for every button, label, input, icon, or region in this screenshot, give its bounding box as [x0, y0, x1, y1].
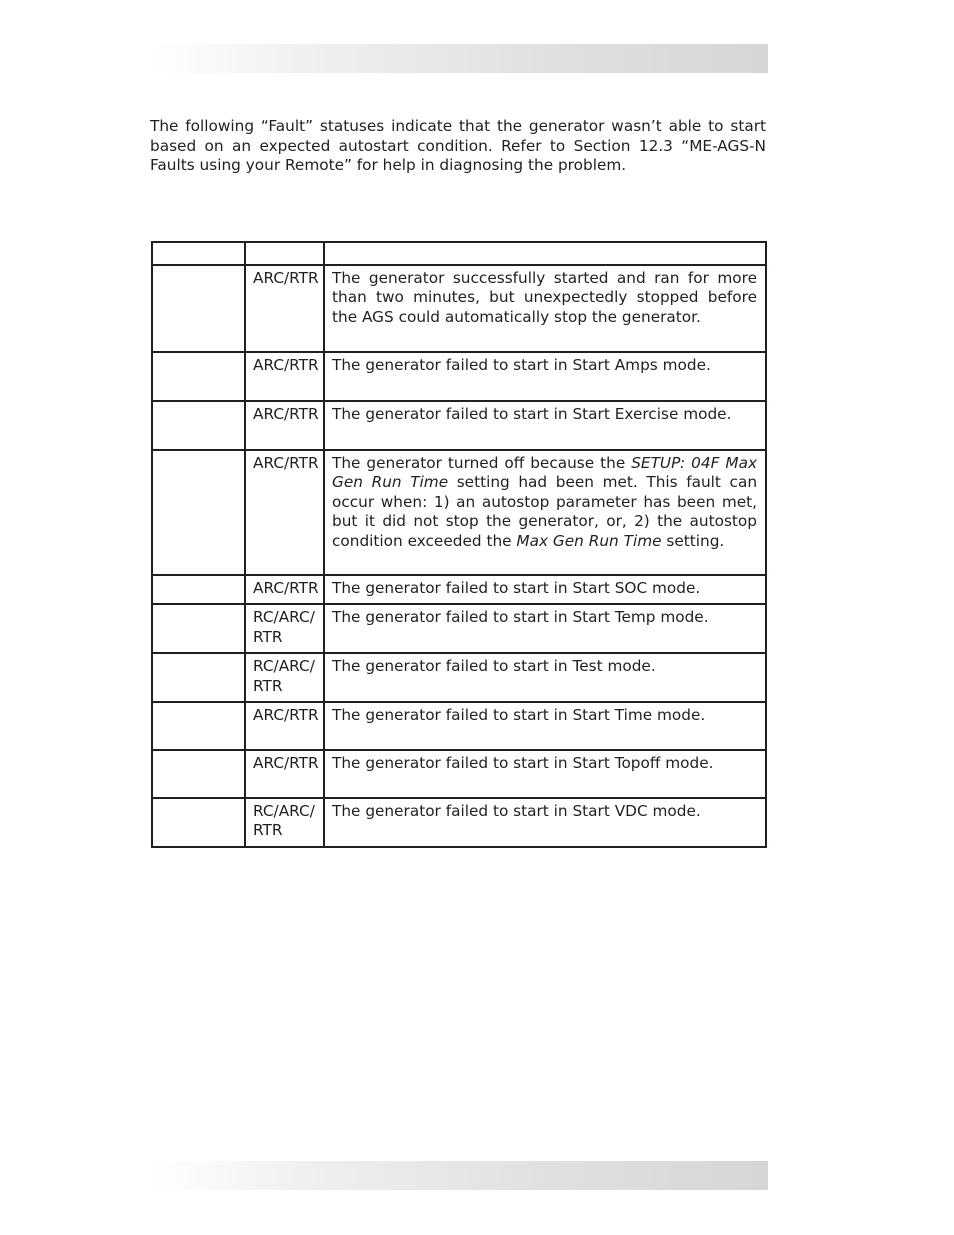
remote-cell: RC/ARC/ RTR [245, 604, 324, 653]
intro-paragraph: The following “Fault” statuses indicate that the generator wasn’t able to start based on an expected autostart condition. Refer to Section 12.3 “ME-AGS-N Faults using your Remote” for help in diagnosing the problem. [150, 117, 766, 175]
fault-name-cell [152, 702, 245, 750]
header-band [150, 44, 768, 73]
table-row [152, 702, 766, 750]
remote-cell: ARC/RTR [245, 450, 324, 575]
table-row [152, 604, 766, 653]
fault-name-cell [152, 575, 245, 604]
description-cell: The generator failed to start in Start Exercise mode. [324, 401, 766, 450]
table-row [152, 798, 766, 847]
setting-name: Max Gen Run Time [516, 531, 662, 550]
footer-band [150, 1161, 768, 1190]
remote-cell: ARC/RTR [245, 265, 324, 352]
fault-name-cell [152, 604, 245, 653]
description-cell: The generator failed to start in Start Topoff mode. [324, 750, 766, 798]
description-cell [324, 450, 766, 575]
table-row [152, 575, 766, 604]
description-cell: The generator failed to start in Start Time mode. [324, 702, 766, 750]
description-text: setting. [661, 531, 725, 550]
table-row [152, 352, 766, 401]
description-text: setting had been met. This fault can occur when: 1) an autostop parameter has been met, but it did not stop the generator, or, 2) the autostop condition exceeded the [332, 473, 758, 550]
table-row [152, 450, 766, 575]
fault-name-cell [152, 450, 245, 575]
fault-name-cell [152, 798, 245, 847]
fault-name-cell [152, 265, 245, 352]
table-row [152, 653, 766, 702]
description-cell: The generator failed to start in Start SOC mode. [324, 575, 766, 604]
table-header-row [152, 242, 766, 265]
fault-name-cell [152, 401, 245, 450]
fault-name-cell [152, 750, 245, 798]
header-cell-remote [245, 242, 324, 265]
remote-cell: RC/ARC/ RTR [245, 798, 324, 847]
table-row [152, 401, 766, 450]
setting-name: SETUP: 04F Max Gen Run Time [332, 454, 757, 492]
remote-cell: ARC/RTR [245, 352, 324, 401]
description-cell: The generator failed to start in Start Amps mode. [324, 352, 766, 401]
description-cell: The generator failed to start in Start Temp mode. [324, 604, 766, 653]
fault-name-cell [152, 352, 245, 401]
fault-name-cell [152, 653, 245, 702]
header-cell-description [324, 242, 766, 265]
table-row [152, 750, 766, 798]
remote-cell: RC/ARC/ RTR [245, 653, 324, 702]
description-cell: The generator successfully started and ran for more than two minutes, but unexpectedly stopped before the AGS could automatically stop the generator. [324, 265, 766, 352]
remote-cell: ARC/RTR [245, 702, 324, 750]
header-cell-status [152, 242, 245, 265]
remote-cell: ARC/RTR [245, 575, 324, 604]
remote-cell: ARC/RTR [245, 401, 324, 450]
description-cell: The generator failed to start in Start VDC mode. [324, 798, 766, 847]
description-text: The generator turned off because the [332, 454, 632, 472]
description-cell: The generator failed to start in Test mode. [324, 653, 766, 702]
table-row [152, 265, 766, 352]
remote-cell: ARC/RTR [245, 750, 324, 798]
fault-status-table [151, 241, 767, 848]
